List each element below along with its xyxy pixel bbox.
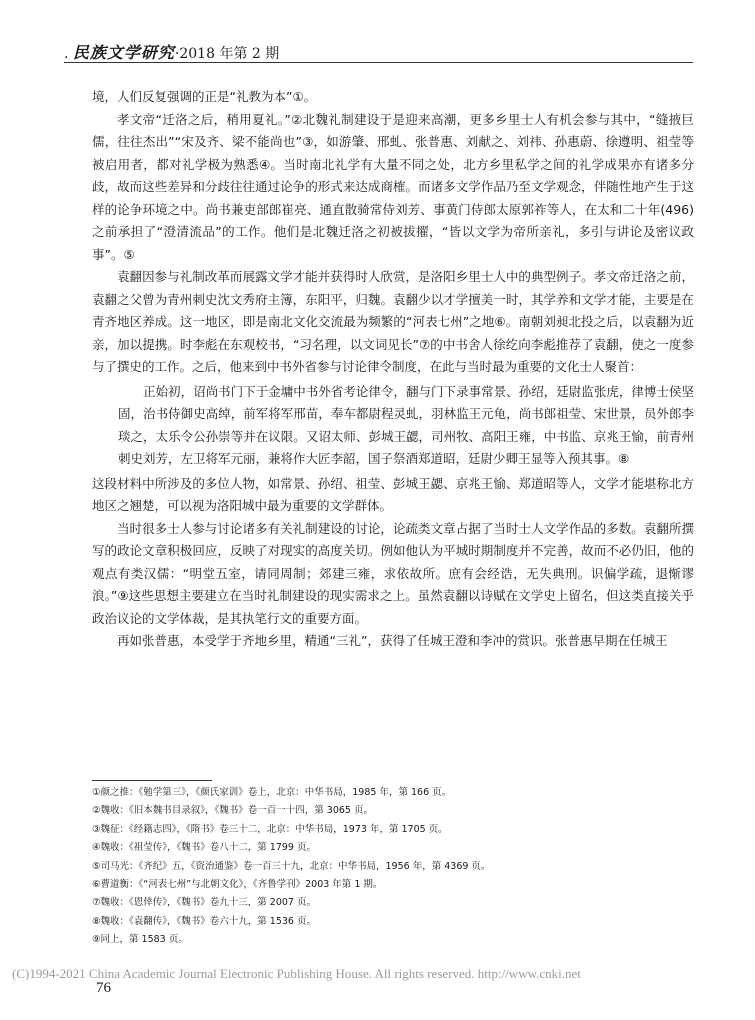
footnote: ⑥曹道衡：《“河表七州”与北朝文化》，《齐鲁学刊》2003 年第 1 期。 [92, 879, 383, 891]
paragraph: 这段材料中所涉及的多位人物，如常景、孙绍、祖莹、彭城王勰、京兆王愉、郑道昭等人，文学才能堪称北方地区之翘楚，可以视为洛阳城中最为重要的文学群体。 [92, 475, 694, 513]
copyright-watermark: (C)1994-2021 China Academic Journal Electronic Publishing House. All rights reserved. http://www.cnki.net [12, 966, 581, 981]
footnote: ①颜之推：《勉学第三》，《颜氏家训》卷上，北京：中华书局，1985 年，第 166 页。 [92, 787, 452, 798]
journal-title: 民族文学研究 [72, 43, 175, 62]
footnotes [92, 784, 692, 950]
footnote-rule [92, 780, 212, 781]
header-dot: . [64, 46, 73, 62]
footnote: ②魏收：《旧本魏书目录叙》，《魏书》卷一百一十四，第 3065 页。 [92, 805, 373, 817]
footnote: ⑦魏收：《恩倖传》，《魏书》卷九十三，第 2007 页。 [92, 897, 316, 909]
footnote: ③魏征：《经籍志四》，《隋书》卷三十二，北京：中华书局，1973 年，第 1705 页。 [92, 823, 448, 835]
paragraph: 境，人们反复强调的正是“礼教为本”①。 [92, 89, 317, 104]
footnote: ⑨同上，第 1583 页。 [92, 934, 188, 946]
issue-label: ·2018 年第 2 期 [174, 46, 280, 62]
footnote: ⑤司马光：《齐纪》五，《资治通鉴》卷一百三十九，北京：中华书局，1956 年，第 4369 页。 [92, 860, 491, 872]
paragraph: 再如张普惠，本受学于齐地乡里，精通“三礼”，获得了任城王澄和李冲的赏识。张普惠早期在任城王 [117, 633, 668, 648]
block-quote: 正始初，诏尚书门下于金墉中书外省考论律令，翻与门下录事常景、孙绍，廷尉监张虎，律博士侯坚固，治书侍御史高绰，前军将军邢苗，奉车都尉程灵虬，羽林监王元龟，尚书郎祖莹、宋世景，员外郎李琰之，太乐令公孙崇等并在议限。又诏太师、彭城王勰，司州牧、高阳王雍，中书监、京兆王愉，前青州刺史刘芳，左卫将军元丽，兼将作大匠李韶，国子祭酒郑道昭，廷尉少卿王显等入预其事。⑧ [118, 383, 694, 466]
header-rule [64, 62, 693, 63]
footnote: ④魏收：《祖莹传》，《魏书》卷八十二，第 1799 页。 [92, 842, 316, 854]
paragraph: 孝文帝“迁洛之后，稍用夏礼。”②北魏礼制建设于是迎来高潮，更多乡里士人有机会参与其中，“缝掖巨儒，往往杰出”“宋及齐、梁不能尚也”③，如游肇、邢虬、张普惠、刘献之、刘祎、孙惠蔚、徐遵明、祖莹等被启用者，都对礼学极为熟悉④。当时南北礼学有大量不同之处，北方乡里私学之间的礼学成果亦有诸多分歧，故而这些差异和分歧往往通过论争的形式来达成商榷。而诸多文学作品乃至文学观念，伴随性地产生于这样的论争环境之中。尚书兼吏部郎崔亮、通直散骑常侍刘芳、事黄门侍郎太原郭祚等人，在太和二十年(496) 之前承担了“澄清流品”的工作。他们是北魏迁洛之初被拔擢，“皆以文学为帝所亲礼，多引与讲论及密议政事”。⑤ [92, 111, 694, 262]
paragraph: 当时很多士人参与讨论诸多有关礼制建设的讨论，论疏类文章占据了当时士人文学作品的多数。袁翻所撰写的政论文章积极回应，反映了对现实的高度关切。例如他认为平城时期制度并不完善，故而不必仍旧，他的观点有类汉儒：“明堂五室，请同周制；郊建三雍，求依故所。庶有会经诰，无失典刑。识偏学疏，退惭谬浪。”⑨这些思想主要建立在当时礼制建设的现实需求之上。虽然袁翻以诗赋在文学史上留名，但这类直接关乎政治议论的文学体裁，是其执笔行文的重要方面。 [92, 520, 694, 626]
footnote: ⑧魏收：《袁翻传》，《魏书》卷六十九，第 1536 页。 [92, 915, 316, 927]
running-header [64, 40, 279, 63]
page-number: 76 [96, 980, 111, 996]
article-body [92, 86, 694, 653]
paragraph: 袁翻因参与礼制改革而展露文学才能并获得时人欣赏，是洛阳乡里士人中的典型例子。孝文帝迁洛之前，袁翻之父曾为青州刺史沈文秀府主簿，东阳平，归魏。袁翻少以才学擅美一时，其学养和文学才能，主要是在青齐地区养成。这一地区，即是南北文化交流最为频繁的“河表七州”之地⑥。南朝刘昶北投之后，以袁翻为近亲，加以提携。时李彪在东观校书，“习名理，以文词见长”⑦的中书舍人徐纥向李彪推荐了袁翻，使之一度参与了撰史的工作。之后，他来到中书外省参与讨论律令制度，在此与当时最为重要的文化士人聚首： [92, 269, 694, 374]
